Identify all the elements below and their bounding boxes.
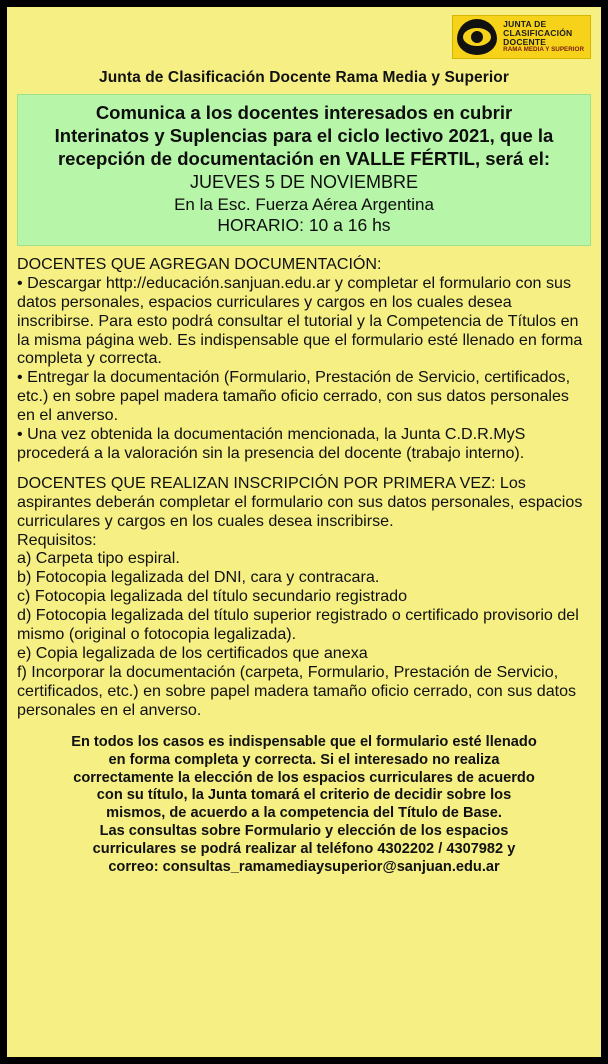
section1-bullet-2: • Entregar la documentación (Formulario, Prestación de Servicio, certificados, etc.) en sobre papel madera tamaño oficio cerrado, con sus datos personales en el anverso. xyxy=(17,368,571,425)
section2-heading-and-intro xyxy=(17,474,591,531)
section2-item-a: a) Carpeta tipo espiral. xyxy=(17,549,180,568)
section2-item-e: e) Copia legalizada de los certificados que anexa xyxy=(17,644,368,662)
footer-note xyxy=(17,734,591,878)
organization-title: Junta de Clasificación Docente Rama Media y Superior xyxy=(98,69,510,86)
announcement-schedule: HORARIO: 10 a 16 hs xyxy=(217,215,391,235)
logo-line-3: DOCENTE xyxy=(503,36,547,47)
section2-item-c: c) Fotocopia legalizada del título secundario registrado xyxy=(17,587,408,606)
section2-item-d: d) Fotocopia legalizada del título superior registrado o certificado provisorio del mismo (original o fotocopia legalizada). xyxy=(17,606,579,644)
section2-heading: DOCENTES QUE REALIZAN INSCRIPCIÓN POR PRIMERA VEZ: xyxy=(17,473,496,492)
footer-line-5: mismos, de acuerdo a la competencia del Título de Base. xyxy=(106,805,502,822)
announcement-box xyxy=(17,94,591,246)
footer-line-8: correo: consultas_ramamediaysuperior@sanjuan.edu.ar xyxy=(108,859,500,876)
section2-intro: Los aspirantes deberán completar el formulario con sus datos personales, espacios curriculares y cargos en los cuales desea inscribirse. xyxy=(17,473,583,530)
section1-bullet-3: • Una vez obtenida la documentación mencionada, la Junta C.D.R.MyS procederá a la valoración sin la presencia del docente (trabajo interno). xyxy=(17,425,526,462)
footer-line-4: con su título, la Junta tomará el criterio de decidir sobre los xyxy=(96,787,512,804)
logo-text xyxy=(503,20,584,53)
announcement-location: En la Esc. Fuerza Aérea Argentina xyxy=(174,194,434,214)
footer-line-2: en forma completa y correcta. Si el interesado no realiza xyxy=(108,751,500,768)
footer-line-6: Las consultas sobre Formulario y elección de los espacios xyxy=(99,823,509,840)
section1-heading: DOCENTES QUE AGREGAN DOCUMENTACIÓN: xyxy=(17,254,382,273)
logo-row xyxy=(17,15,591,67)
footer-line-1: En todos los casos es indispensable que el formulario esté llenado xyxy=(71,733,537,750)
footer-line-3: correctamente la elección de los espacios curriculares de acuerdo xyxy=(73,769,535,786)
announcement-line-2: Interinatos y Suplencias para el ciclo lectivo 2021, que la xyxy=(54,124,554,146)
logo-line-4: RAMA MEDIA Y SUPERIOR xyxy=(503,46,584,54)
section-gap xyxy=(17,463,591,474)
section2-item-b: b) Fotocopia legalizada del DNI, cara y contracara. xyxy=(17,568,380,587)
logo-line-1: JUNTA DE xyxy=(503,19,547,30)
footer-line-7: curriculares se podrá realizar al teléfono 4302202 / 4307982 y xyxy=(92,841,516,858)
body-text xyxy=(17,255,591,720)
section1-bullet-1: • Descargar http://educación.sanjuan.edu.ar y completar el formulario con sus datos personales, espacios curriculares y cargos en los cuales desea inscribirse. Para esto podrá consultar el tutorial y la Competencia de Títulos en la misma página web. Es indispensable que el formulario esté llenado en forma completa y correcta. xyxy=(17,273,583,368)
announcement-line-3: recepción de documentación en VALLE FÉRTIL, será el: xyxy=(57,147,551,169)
logo-line-2: CLASIFICACIÓN xyxy=(503,27,573,38)
junta-logo xyxy=(452,15,591,59)
announcement-date: JUEVES 5 DE NOVIEMBRE xyxy=(189,172,419,193)
section2-requisitos-label: Requisitos: xyxy=(17,530,97,549)
junta-eye-logo-icon xyxy=(457,19,497,55)
section2-item-f: f) Incorporar la documentación (carpeta, Formulario, Prestación de Servicio, certificados, etc.) en sobre papel madera tamaño oficio cerrado, con sus datos personales en el anverso. xyxy=(17,662,577,719)
announcement-line-1: Comunica a los docentes interesados en cubrir xyxy=(95,102,513,123)
